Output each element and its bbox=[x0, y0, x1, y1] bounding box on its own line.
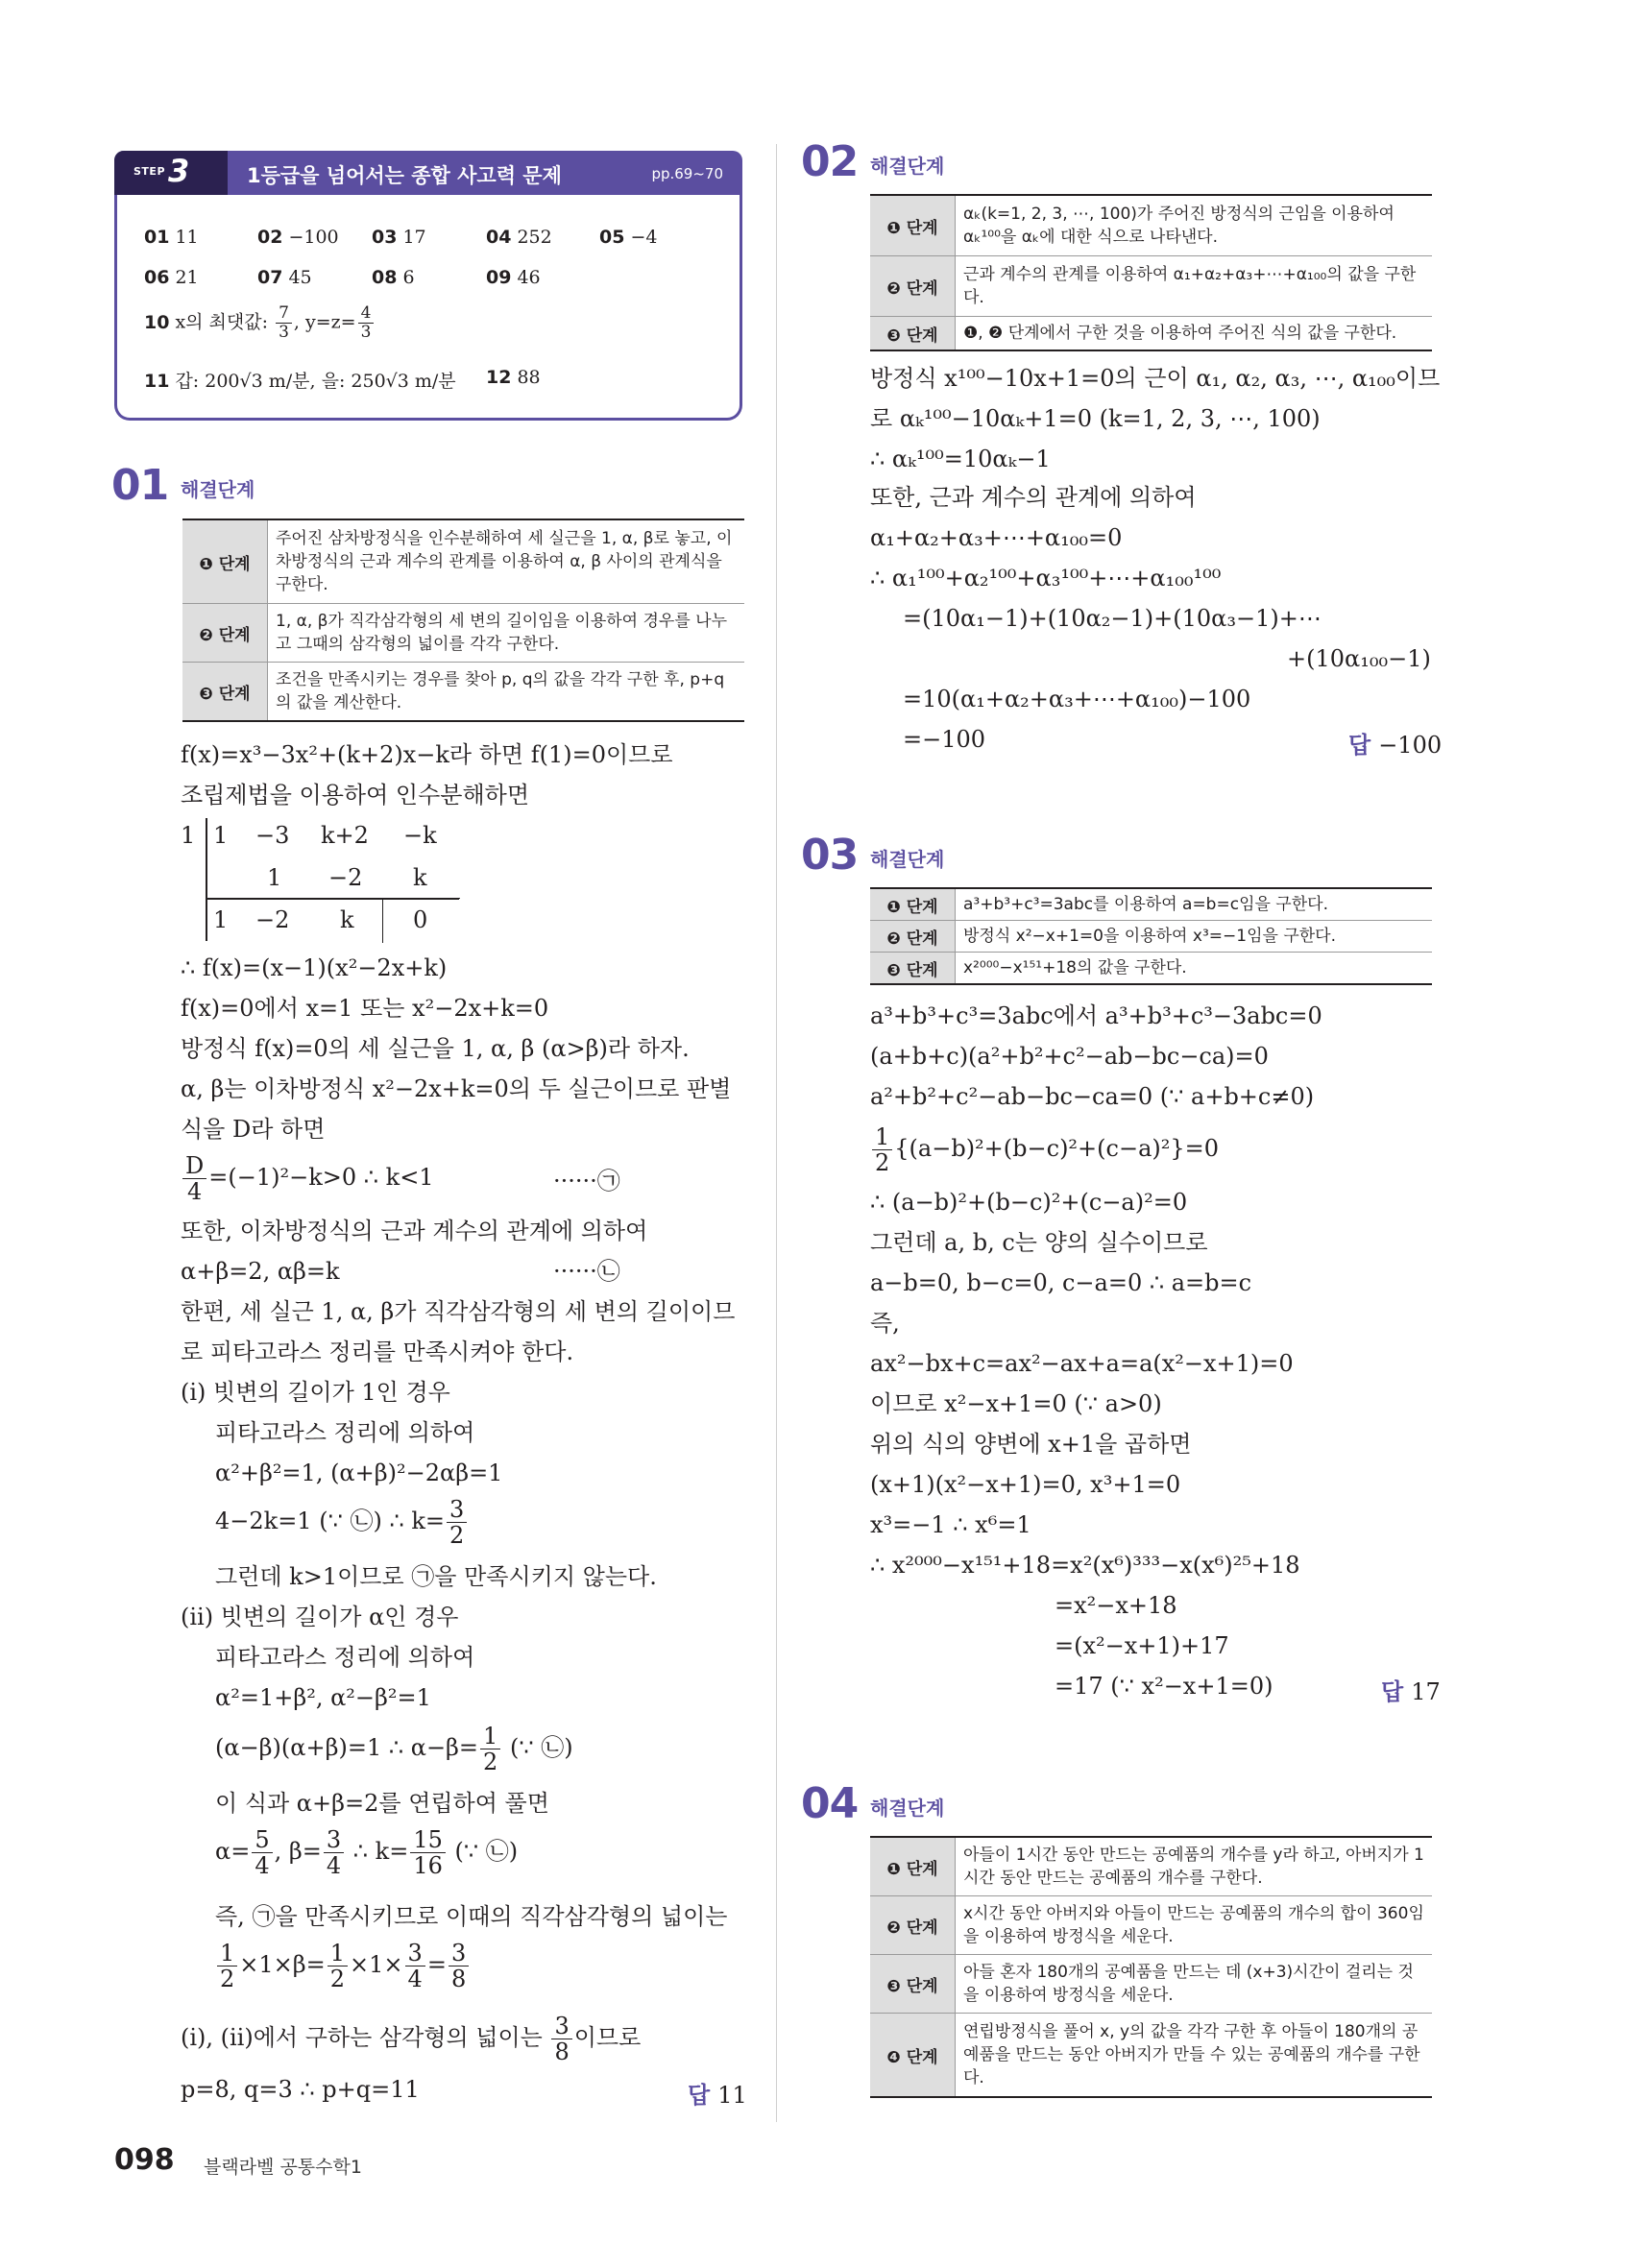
solution-line: 또한, 이차방정식의 근과 계수의 관계에 의하여 bbox=[181, 1218, 648, 1244]
page-number: 098 bbox=[114, 2143, 175, 2177]
answer-item: 05 −4 bbox=[599, 227, 658, 248]
stage-text: 1, α, β가 직각삼각형의 세 변의 길이임을 이용하여 경우를 나누고 그때의 삼각형의 넓이를 각각 구한다. bbox=[268, 604, 745, 663]
solution-line: f(x)=x³−3x²+(k+2)x−k라 하면 f(1)=0이므로 bbox=[181, 741, 673, 768]
solution-line: =−100 bbox=[903, 726, 986, 753]
solution-line: (a+b+c)(a²+b²+c²−ab−bc−ca)=0 bbox=[870, 1043, 1269, 1070]
solution-line: α, β는 이차방정식 x²−2x+k=0의 두 실근이므로 판별 bbox=[181, 1075, 732, 1102]
solution-line: x³=−1 ∴ x⁶=1 bbox=[870, 1511, 1031, 1538]
stage-key: ❷ 단계 bbox=[182, 604, 268, 663]
solution-line: α+β=2, αβ=k bbox=[181, 1258, 340, 1285]
synth-cell: −k bbox=[403, 822, 437, 849]
solution-line: $\frac{D}{4}$ =(−1)²−k>0 ∴ k<1 bbox=[181, 1154, 434, 1203]
stage-key: ❷ 단계 bbox=[870, 256, 956, 317]
answer-item: 11 갑: 200√3 m/분, 을: 250√3 m/분 bbox=[144, 371, 456, 392]
stage-text: a³+b³+c³=3abc를 이용하여 a=b=c임을 구한다. bbox=[956, 888, 1433, 921]
solution-line: ∴ αₖ¹⁰⁰=10αₖ−1 bbox=[870, 446, 1051, 472]
solution-line: α= $\frac{5}{4}$ , β= $\frac{3}{4}$ ∴ k= $\frac{15}{16}$ (∵ ㉡) bbox=[215, 1826, 519, 1879]
solution-line: a²+b²+c²−ab−bc−ca=0 (∵ a+b+c≠0) bbox=[870, 1083, 1315, 1110]
section-label: 해결단계 bbox=[870, 155, 945, 178]
solution-line: 즉, ㉠을 만족시키므로 이때의 직각삼각형의 넓이는 bbox=[215, 1903, 728, 1930]
solution-line: ∴ (a−b)²+(b−c)²+(c−a)²=0 bbox=[870, 1189, 1188, 1216]
stage-key: ❷ 단계 bbox=[870, 1896, 956, 1955]
answer-item: 07 45 bbox=[257, 267, 312, 288]
stage-text: 연립방정식을 풀어 x, y의 값을 각각 구한 후 아들이 180개의 공예품을 만드는 동안 아버지가 만들 수 있는 공예품의 개수를 구한다. bbox=[956, 2014, 1433, 2098]
stage-text: 아들이 1시간 동안 만드는 공예품의 개수를 y라 하고, 아버지가 1시간 동안 만드는 공예품의 개수를 구한다. bbox=[956, 1837, 1433, 1896]
solution-line: 그런데 k>1이므로 ㉠을 만족시키지 않는다. bbox=[215, 1563, 657, 1590]
solution-line: p=8, q=3 ∴ p+q=11 bbox=[181, 2076, 420, 2103]
section-label: 해결단계 bbox=[181, 478, 255, 501]
stage-table bbox=[870, 194, 1432, 351]
solution-line: ∴ x²⁰⁰⁰−x¹⁵¹+18=x²(x⁶)³³³−x(x⁶)²⁵+18 bbox=[870, 1552, 1300, 1579]
solution-line: f(x)=0에서 x=1 또는 x²−2x+k=0 bbox=[181, 995, 549, 1022]
step-pages: pp.69~70 bbox=[651, 165, 723, 182]
stage-table bbox=[870, 1836, 1432, 2098]
solution-line: 위의 식의 양변에 x+1을 곱하면 bbox=[870, 1431, 1192, 1458]
stage-key: ❸ 단계 bbox=[870, 1955, 956, 2014]
synth-cell: 1 bbox=[213, 822, 229, 849]
answer-item: 04 252 bbox=[486, 227, 552, 248]
solution-line: 조립제법을 이용하여 인수분해하면 bbox=[181, 782, 530, 808]
synth-cell: −2 bbox=[328, 864, 363, 891]
stage-key: ❸ 단계 bbox=[182, 663, 268, 722]
answer-item: 08 6 bbox=[372, 267, 415, 288]
synth-cell: 0 bbox=[413, 906, 428, 933]
answer-item: 02 −100 bbox=[257, 227, 339, 248]
solution-line: 또한, 근과 계수의 관계에 의하여 bbox=[870, 484, 1197, 511]
case-heading: (ⅰ) 빗변의 길이가 1인 경우 bbox=[181, 1379, 450, 1406]
solution-line: =10(α₁+α₂+α₃+⋯+α₁₀₀)−100 bbox=[903, 686, 1251, 712]
section-label: 해결단계 bbox=[870, 848, 945, 871]
solution-line: a−b=0, b−c=0, c−a=0 ∴ a=b=c bbox=[870, 1269, 1252, 1296]
step-title: 1등급을 넘어서는 종합 사고력 문제 bbox=[247, 164, 562, 187]
solution-line: α²+β²=1, (α+β)²−2αβ=1 bbox=[215, 1460, 503, 1486]
synth-cell: k bbox=[413, 864, 427, 891]
equation-tag: ······㉠ bbox=[553, 1168, 620, 1194]
answer-item: 10 x의 최댓값: $\frac{7}{3}$ , y=z= $\frac{4}{3}$ bbox=[144, 305, 376, 341]
stage-text: 방정식 x²−x+1=0을 이용하여 x³=−1임을 구한다. bbox=[956, 921, 1433, 953]
section-number: 01 bbox=[111, 461, 169, 510]
section-number: 04 bbox=[801, 1779, 859, 1828]
equation-tag: ······㉡ bbox=[553, 1258, 620, 1285]
solution-line: α²=1+β², α²−β²=1 bbox=[215, 1684, 431, 1711]
solution-line: 피타고라스 정리에 의하여 bbox=[215, 1644, 475, 1671]
stage-text: 근과 계수의 관계를 이용하여 α₁+α₂+α₃+⋯+α₁₀₀의 값을 구한다. bbox=[956, 256, 1433, 317]
solution-line: $\frac{1}{2}$ ×1×β= $\frac{1}{2}$ ×1× $\frac{3}{4}$ = $\frac{3}{8}$ bbox=[215, 1942, 471, 1991]
stage-table bbox=[870, 887, 1432, 985]
solution-line: a³+b³+c³=3abc에서 a³+b³+c³−3abc=0 bbox=[870, 1002, 1322, 1029]
solution-line: (ⅰ), (ⅱ)에서 구하는 삼각형의 넓이는 $\frac{3}{8}$ 이므로 bbox=[181, 2013, 642, 2065]
case-heading: (ⅱ) 빗변의 길이가 α인 경우 bbox=[181, 1604, 459, 1630]
stage-key: ❹ 단계 bbox=[870, 2014, 956, 2098]
solution-line: 방정식 f(x)=0의 세 실근을 1, α, β (α>β)라 하자. bbox=[181, 1035, 690, 1062]
stage-key: ❷ 단계 bbox=[870, 921, 956, 953]
solution-line: 한편, 세 실근 1, α, β가 직각삼각형의 세 변의 길이이므 bbox=[181, 1298, 736, 1325]
solution-line: (x+1)(x²−x+1)=0, x³+1=0 bbox=[870, 1471, 1181, 1498]
final-answer: 답 11 bbox=[688, 2082, 747, 2109]
solution-line: 피타고라스 정리에 의하여 bbox=[215, 1419, 475, 1446]
solution-line: 식을 D라 하면 bbox=[181, 1116, 326, 1143]
solution-line: =x²−x+18 bbox=[1055, 1592, 1177, 1619]
step-word: STEP bbox=[133, 165, 166, 178]
stage-key: ❶ 단계 bbox=[870, 1837, 956, 1896]
solution-line: =(10α₁−1)+(10α₂−1)+(10α₃−1)+⋯ bbox=[903, 605, 1322, 632]
answer-item: 09 46 bbox=[486, 267, 541, 288]
solution-line: =17 (∵ x²−x+1=0) bbox=[1055, 1673, 1273, 1700]
stage-text: αₖ(k=1, 2, 3, ⋯, 100)가 주어진 방정식의 근임을 이용하여 αₖ¹⁰⁰을 αₖ에 대한 식으로 나타낸다. bbox=[956, 195, 1433, 256]
stage-key: ❶ 단계 bbox=[870, 888, 956, 921]
solution-line: 로 피타고라스 정리를 만족시켜야 한다. bbox=[181, 1339, 574, 1365]
solution-line: $\frac{1}{2}$ {(a−b)²+(b−c)²+(c−a)²}=0 bbox=[870, 1125, 1219, 1174]
solution-line: 그런데 a, b, c는 양의 실수이므로 bbox=[870, 1229, 1208, 1256]
step-number: 3 bbox=[168, 153, 190, 189]
synth-cell: 1 bbox=[181, 822, 196, 849]
answer-item: 12 88 bbox=[486, 367, 541, 388]
step-header bbox=[114, 151, 742, 195]
solution-line: 즉, bbox=[870, 1310, 900, 1337]
stage-text: x²⁰⁰⁰−x¹⁵¹+18의 값을 구한다. bbox=[956, 953, 1433, 985]
synth-cell: 1 bbox=[213, 906, 229, 933]
solution-line: +(10α₁₀₀−1) bbox=[1287, 645, 1431, 672]
synth-cell: k bbox=[340, 906, 354, 933]
final-answer: 답 −100 bbox=[1348, 732, 1443, 759]
step-badge bbox=[114, 151, 228, 195]
synth-cell: 1 bbox=[267, 864, 282, 891]
solution-line: 로 αₖ¹⁰⁰−10αₖ+1=0 (k=1, 2, 3, ⋯, 100) bbox=[870, 405, 1321, 432]
column-divider bbox=[776, 144, 777, 2122]
section-number: 02 bbox=[801, 137, 859, 186]
solution-line: ∴ f(x)=(x−1)(x²−2x+k) bbox=[181, 954, 448, 981]
stage-key: ❶ 단계 bbox=[182, 519, 268, 604]
stage-text: 조건을 만족시키는 경우를 찾아 p, q의 값을 각각 구한 후, p+q의 값을 계산한다. bbox=[268, 663, 745, 722]
stage-text: 주어진 삼차방정식을 인수분해하여 세 실근을 1, α, β로 놓고, 이차방정식의 근과 계수의 관계를 이용하여 α, β 사이의 관계식을 구한다. bbox=[268, 519, 745, 604]
solution-line: 4−2k=1 (∵ ㉡) ∴ k= $\frac{3}{2}$ bbox=[215, 1498, 469, 1547]
stage-key: ❸ 단계 bbox=[870, 953, 956, 985]
stage-table bbox=[182, 519, 744, 722]
answer-item: 06 21 bbox=[144, 267, 199, 288]
stage-text: 아들 혼자 180개의 공예품을 만드는 데 (x+3)시간이 걸리는 것을 이용하여 방정식을 세운다. bbox=[956, 1955, 1433, 2014]
synthetic-division-bar bbox=[206, 818, 207, 941]
stage-key: ❸ 단계 bbox=[870, 317, 956, 351]
section-number: 03 bbox=[801, 831, 859, 880]
stage-text: ❶, ❷ 단계에서 구한 것을 이용하여 주어진 식의 값을 구한다. bbox=[956, 317, 1433, 351]
final-answer: 답 17 bbox=[1381, 1678, 1441, 1705]
solution-line: 이 식과 α+β=2를 연립하여 풀면 bbox=[215, 1790, 549, 1817]
solution-line: ax²−bx+c=ax²−ax+a=a(x²−x+1)=0 bbox=[870, 1350, 1294, 1377]
stage-key: ❶ 단계 bbox=[870, 195, 956, 256]
solution-line: =(x²−x+1)+17 bbox=[1055, 1632, 1229, 1659]
solution-line: (α−β)(α+β)=1 ∴ α−β= $\frac{1}{2}$ (∵ ㉡) bbox=[215, 1723, 573, 1775]
synth-cell: −3 bbox=[255, 822, 290, 849]
answer-item: 01 11 bbox=[144, 227, 199, 248]
solution-line: α₁+α₂+α₃+⋯+α₁₀₀=0 bbox=[870, 524, 1123, 551]
synth-cell: k+2 bbox=[321, 822, 369, 849]
synth-cell: −2 bbox=[255, 906, 290, 933]
solution-line: ∴ α₁¹⁰⁰+α₂¹⁰⁰+α₃¹⁰⁰+⋯+α₁₀₀¹⁰⁰ bbox=[870, 565, 1222, 591]
answer-item: 03 17 bbox=[372, 227, 426, 248]
solution-line: 이므로 x²−x+1=0 (∵ a>0) bbox=[870, 1390, 1162, 1417]
book-title: 블랙라벨 공통수학1 bbox=[204, 2157, 362, 2178]
stage-text: x시간 동안 아버지와 아들이 만드는 공예품의 개수의 합이 360임을 이용하여 방정식을 세운다. bbox=[956, 1896, 1433, 1955]
section-label: 해결단계 bbox=[870, 1797, 945, 1820]
solution-line: 방정식 x¹⁰⁰−10x+1=0의 근이 α₁, α₂, α₃, ⋯, α₁₀₀이므 bbox=[870, 365, 1441, 392]
